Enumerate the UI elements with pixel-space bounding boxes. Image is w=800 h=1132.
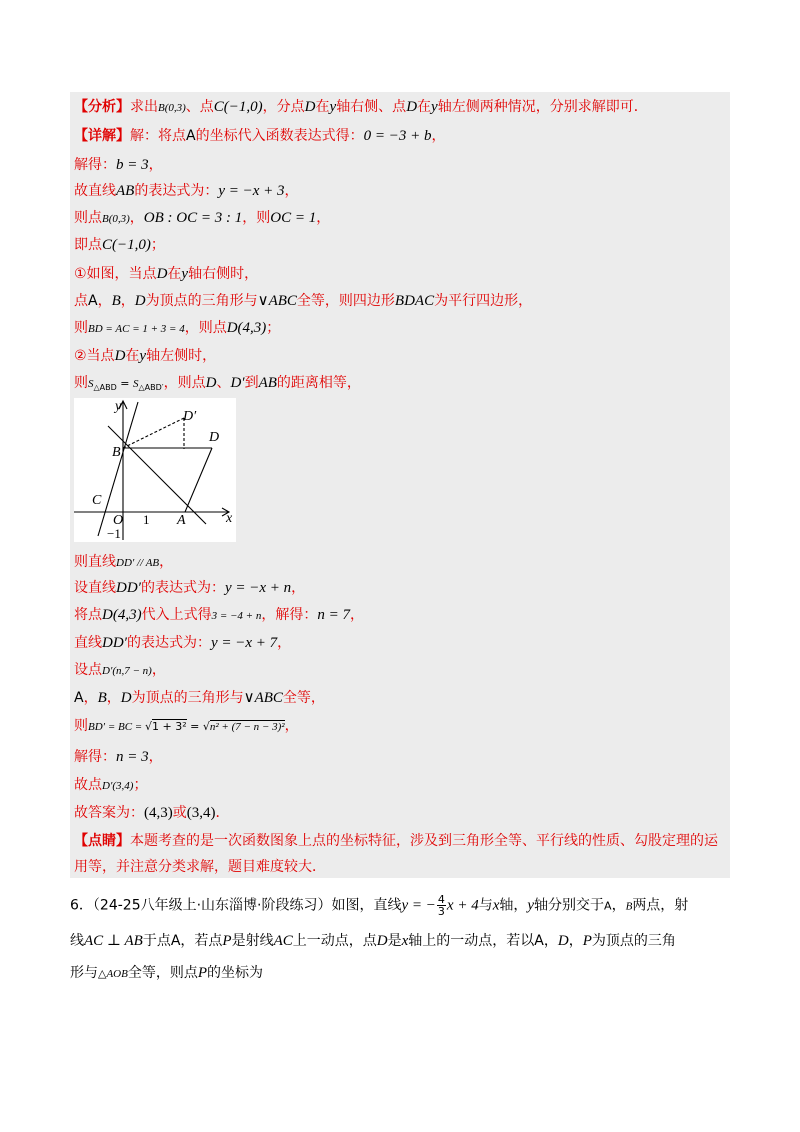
analysis-text5: 轴右侧、点 [336, 99, 407, 115]
fraction [437, 894, 446, 917]
analysis-y2: y [431, 99, 438, 115]
text: 直线 [74, 635, 102, 651]
math: B [625, 900, 633, 913]
text: 用等，并注意分类求解，题目难度较大． [74, 859, 326, 875]
label-y: y [115, 399, 122, 414]
math: A [604, 899, 612, 913]
text: 故答案为： [74, 805, 144, 821]
math: D′(n,7 − n) [102, 665, 152, 677]
text: ， [316, 210, 331, 226]
analysis-line [74, 98, 648, 117]
fraction-numerator: 4 [437, 893, 445, 906]
text: ， [291, 580, 306, 596]
text: 设点 [74, 662, 102, 678]
math: y = −x + 7 [210, 635, 278, 651]
math: ∨ABC [257, 293, 297, 309]
detail-text3: ， [431, 128, 446, 144]
set-dprime-line [74, 661, 166, 680]
text: ， [148, 157, 163, 173]
math: ∨ABC [243, 690, 283, 706]
text: 的坐标为 [207, 965, 264, 981]
math: D′ [230, 375, 245, 391]
math: DD′ [102, 635, 127, 651]
text: 则 [74, 320, 88, 336]
text: 的表达式为： [134, 183, 219, 199]
text: 本题考查的是一次函数图象上点的坐标特征，涉及到三角形全等、平行线的性质、勾股定理的运 [130, 833, 718, 849]
text: ， [611, 897, 626, 914]
text: ①如图，当点 [74, 266, 157, 282]
bd-line [74, 319, 280, 338]
text: 是 [387, 933, 402, 949]
math: D [114, 348, 126, 364]
label-one: 1 [143, 512, 150, 527]
math: △ABD [93, 383, 117, 392]
math: △ABD′ [138, 383, 164, 392]
analysis-text6: 在 [417, 99, 432, 115]
solve-b-line [74, 156, 163, 174]
math: A [170, 933, 181, 949]
parallel-line [74, 553, 173, 572]
text: 故点 [74, 777, 102, 793]
text: 轴右侧时， [188, 266, 259, 282]
text: ； [133, 777, 148, 793]
question-number: 6． [70, 897, 93, 914]
text: 全等，则四边形 [296, 293, 395, 309]
text: ，解得： [261, 607, 318, 623]
math: AC [273, 933, 293, 949]
math: x [401, 933, 409, 949]
detail-point-a: A [186, 128, 196, 144]
text: 解得： [74, 157, 116, 173]
text: ， [83, 690, 98, 706]
text: ， [284, 718, 299, 734]
area-equal-line [74, 374, 361, 397]
math: D(4,3) [102, 607, 142, 623]
text: ，若点 [180, 933, 223, 949]
analysis-y1: y [329, 99, 337, 115]
math: = [186, 720, 203, 733]
detail-label: 【详解】 [74, 128, 130, 144]
parallelogram-line [74, 292, 532, 310]
detail-text1: 解：将点 [130, 128, 186, 144]
text: 全等，则点 [127, 965, 198, 981]
label-neg-one: −1 [107, 526, 121, 541]
text: 上一动点，点 [292, 933, 377, 949]
text: ， [543, 933, 558, 949]
text: ②当点 [74, 348, 115, 364]
text: ． [215, 805, 230, 821]
math: BD = AC = 1 + 3 = 4 [88, 323, 185, 335]
math: OB : OC = 3 : 1 [143, 210, 243, 226]
math: S [133, 378, 139, 390]
analysis-math2: C(−1,0) [213, 99, 263, 115]
math: 3 = −4 + n [211, 610, 262, 622]
text: ， [120, 293, 135, 309]
case1-line [74, 265, 258, 283]
math: B [97, 690, 107, 706]
math: P [222, 933, 232, 949]
point-b-ratio-line [74, 209, 330, 228]
text: 即点 [74, 237, 102, 253]
text: 则 [74, 375, 88, 391]
text: 为顶点的三角 [591, 933, 676, 949]
math: D [134, 293, 146, 309]
analysis-text2: 、点 [185, 99, 214, 115]
label-d: D [209, 430, 220, 445]
solve-n-line [74, 748, 163, 766]
analysis-text3: ，分点 [262, 99, 305, 115]
comment-line [74, 832, 718, 850]
text: 、 [216, 375, 231, 391]
figure-svg [74, 398, 236, 542]
math: DD′ [116, 580, 141, 596]
label-o: O [113, 513, 124, 528]
text: 为平行四边形， [434, 293, 533, 309]
text: 到 [244, 375, 259, 391]
math: B [111, 293, 121, 309]
math: D [376, 933, 388, 949]
text: 则直线 [74, 554, 116, 570]
math: △AOB [98, 968, 128, 980]
question-source: （24-25八年级上·山东淄博·阶段练习） [92, 897, 332, 914]
text: ， [349, 607, 364, 623]
text: 则 [74, 718, 88, 734]
text: 是射线 [231, 933, 274, 949]
math: C(−1,0) [102, 237, 151, 253]
text: 则点 [74, 210, 102, 226]
text: ， [159, 554, 174, 570]
point-c-line [74, 236, 165, 254]
text: ， [106, 690, 121, 706]
question-6-line-2 [70, 932, 676, 950]
text: 故直线 [74, 183, 116, 199]
text: 点 [74, 293, 88, 309]
distance-line [74, 717, 299, 736]
text: ， [277, 635, 292, 651]
text: ， [151, 662, 166, 678]
math: DD′ // AB [116, 557, 160, 569]
label-a: A [177, 513, 186, 528]
text: 轴上的一动点，若以 [408, 933, 535, 949]
radical: √ [202, 720, 210, 733]
text: ， [148, 749, 163, 765]
text: 如图，直线 [331, 897, 402, 914]
text: ； [266, 320, 281, 336]
text: ， [568, 933, 583, 949]
math: P [197, 965, 208, 981]
math: B(0,3) [102, 213, 130, 225]
math: D [120, 690, 132, 706]
label-c: C [92, 493, 102, 508]
analysis-math1: B(0,3) [158, 102, 186, 114]
text: 在 [167, 266, 182, 282]
math: AB [116, 183, 135, 199]
text: 的表达式为： [140, 580, 225, 596]
dd-expression-line [74, 634, 291, 652]
math: n = 3 [116, 749, 149, 765]
fraction-denominator: 3 [437, 905, 445, 918]
math: b = 3 [116, 157, 149, 173]
analysis-label: 【分析】 [74, 99, 130, 115]
text: 为顶点的三角形与 [145, 293, 258, 309]
math: AC ⊥ AB [84, 933, 143, 949]
analysis-text7: 轴左侧两种情况，分别求解即可． [437, 99, 648, 115]
math: D [205, 375, 217, 391]
math: D [557, 933, 569, 949]
text: 于点 [142, 933, 171, 949]
math: A [534, 933, 544, 949]
text: ，则点 [184, 320, 227, 336]
segment-da [185, 448, 212, 512]
text: 的表达式为： [126, 635, 211, 651]
math: D′(3,4) [102, 780, 134, 792]
math: y = −x + n [224, 580, 292, 596]
analysis-text4: 在 [315, 99, 330, 115]
math: D [156, 266, 168, 282]
text: 线 [70, 933, 84, 949]
math: A [74, 690, 84, 706]
math: y [181, 266, 189, 282]
text: 两点，射 [632, 897, 689, 914]
text: 形与 [70, 965, 98, 981]
label-dp: D′ [183, 409, 197, 424]
question-6-line-1 [70, 894, 688, 917]
text: ， [97, 293, 112, 309]
text: 在 [125, 348, 140, 364]
text: 与 [478, 897, 493, 914]
text: 为顶点的三角形与 [131, 690, 244, 706]
set-dd-expression [74, 579, 305, 597]
dprime-result-line [74, 776, 147, 795]
math: (3,4) [186, 805, 216, 821]
radicand: 1 + 3² [152, 720, 187, 733]
radicand: n² + (7 − n − 3)² [209, 721, 285, 733]
math: n = 7 [317, 607, 350, 623]
math: S [88, 378, 94, 390]
line-ab-expression [74, 182, 299, 200]
math: P [582, 933, 592, 949]
analysis-pd1: D [304, 99, 316, 115]
coordinate-figure [74, 398, 236, 542]
math: y = − [401, 897, 436, 914]
math: BD′ = BC = [88, 721, 145, 733]
radical: √ [144, 720, 152, 733]
math: x + 4 [446, 897, 479, 914]
math: BDAC [394, 293, 435, 309]
math: x [492, 897, 500, 914]
analysis-text1: 求出 [130, 99, 158, 115]
math: (4,3) [144, 805, 173, 821]
math: y [139, 348, 147, 364]
case2-line [74, 347, 216, 365]
congruent-line [74, 689, 325, 707]
math: A [88, 293, 98, 309]
text: 设直线 [74, 580, 116, 596]
text: 将点 [74, 607, 102, 623]
text: ， [129, 210, 144, 226]
comment-label: 【点睛】 [74, 833, 130, 849]
math: D(4,3) [226, 320, 267, 336]
text: 轴， [499, 897, 528, 914]
math: AB [258, 375, 277, 391]
text: 的距离相等， [276, 375, 361, 391]
math: y [527, 897, 535, 914]
text: 代入上式得 [141, 607, 212, 623]
text: ，则点 [163, 375, 206, 391]
text: ， [284, 183, 299, 199]
label-b: B [112, 445, 121, 460]
math: y = −x + 3 [218, 183, 285, 199]
detail-text2: 的坐标代入函数表达式得： [195, 128, 364, 144]
analysis-pd2: D [406, 99, 418, 115]
math: OC = 1 [270, 210, 317, 226]
answer-line [74, 804, 230, 822]
label-x: x [226, 511, 233, 526]
comment-line-2 [74, 858, 326, 876]
text: 轴分别交于 [534, 897, 605, 914]
substitute-line [74, 606, 364, 625]
detail-line [74, 127, 445, 145]
question-6-line-3 [70, 964, 263, 983]
text: 轴左侧时， [146, 348, 217, 364]
text: ，则 [242, 210, 271, 226]
text: 全等， [282, 690, 325, 706]
text: 或 [172, 805, 187, 821]
math: = [116, 377, 133, 390]
text: 解得： [74, 749, 116, 765]
text: ； [150, 237, 165, 253]
detail-eq: 0 = −3 + b [363, 128, 432, 144]
